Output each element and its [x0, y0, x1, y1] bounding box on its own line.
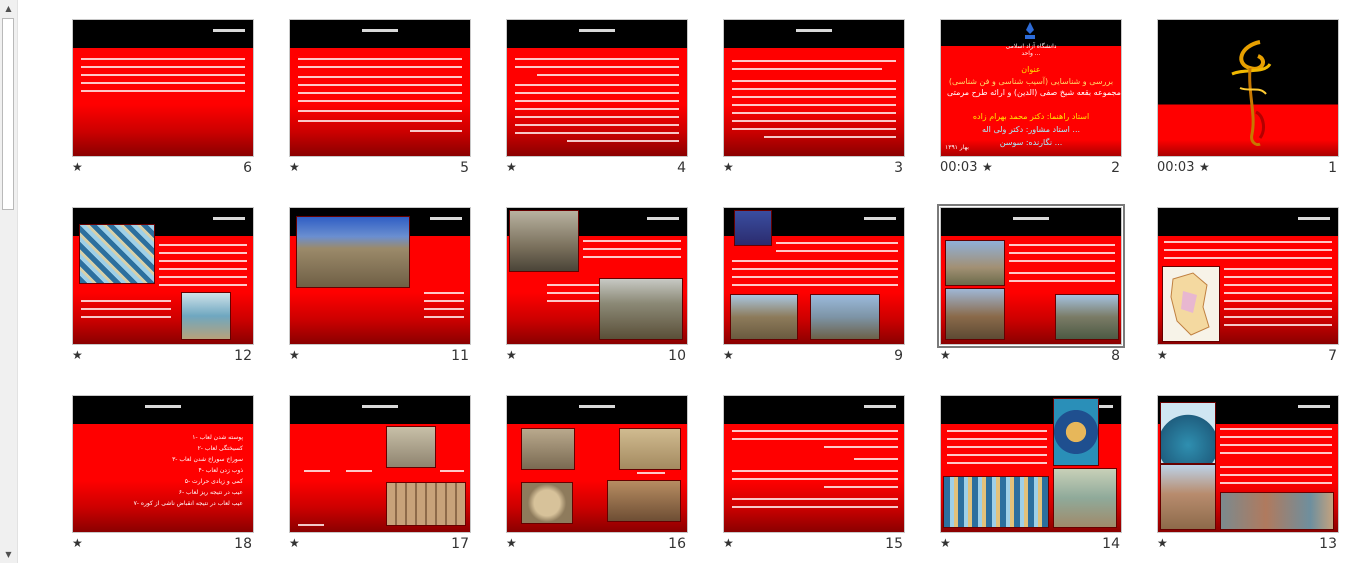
list-item: ۷- عیب لعاب در نتیجه انقباض ناشی از کوره [133, 500, 243, 507]
university-logo-icon [1023, 21, 1037, 41]
slide-caption [506, 348, 688, 364]
slide-text: نگارنده: سوسن ... [999, 138, 1063, 147]
slide-thumbnail-3[interactable] [723, 19, 905, 176]
slide-preview[interactable] [1157, 395, 1339, 533]
animation-star-icon[interactable]: ★ [723, 536, 734, 550]
animation-star-icon[interactable]: ★ [72, 160, 83, 174]
slide-header [1158, 208, 1338, 236]
slide-number: 18 [234, 536, 252, 552]
map-image [1162, 266, 1220, 342]
slide-number: 14 [1102, 536, 1120, 552]
animation-star-icon[interactable]: ★ [723, 160, 734, 174]
list-item: ۱- پوسته شدن لعاب [192, 434, 243, 441]
slide-thumbnail-18[interactable] [72, 395, 254, 552]
iwan-photo [296, 216, 410, 288]
slide-thumbnail-5[interactable] [289, 19, 471, 176]
slide-header [73, 20, 253, 48]
slide-text: استاد راهنما: دکتر محمد بهرام زاده [972, 112, 1090, 121]
slide-number: 13 [1319, 536, 1337, 552]
list-item: ۵- کمی و زیادی حرارت [184, 478, 243, 485]
slide-header [290, 20, 470, 48]
slide-caption [1157, 160, 1339, 176]
slide-header [507, 20, 687, 48]
slide-header [290, 396, 470, 424]
slide-thumbnail-10[interactable] [506, 207, 688, 364]
slide-number: 8 [1111, 348, 1120, 364]
scroll-up-arrow-icon[interactable]: ▲ [5, 4, 12, 13]
slide-text: واحد ... [1021, 50, 1041, 57]
slide-timing: 00:03 [1157, 160, 1195, 175]
slide-preview[interactable] [506, 207, 688, 345]
bricks-photo [386, 482, 466, 526]
slide-thumbnail-11[interactable] [289, 207, 471, 364]
slide-thumbnail-6[interactable] [72, 19, 254, 176]
slide-thumbnail-2[interactable] [940, 19, 1152, 176]
slide-preview[interactable] [723, 19, 905, 157]
slide-preview[interactable] [940, 19, 1152, 157]
slide-header [724, 396, 904, 424]
animation-star-icon[interactable]: ★ [289, 536, 300, 550]
garden-photo [599, 278, 683, 340]
slide-caption [289, 348, 471, 364]
slide-thumbnail-12[interactable] [72, 207, 254, 364]
slide-caption [723, 348, 905, 364]
building-photo [730, 294, 798, 340]
process-photo [607, 480, 681, 522]
slide-thumbnail-4[interactable] [506, 19, 688, 176]
calligraphy-emblem [1220, 34, 1280, 149]
tile-pattern-photo [943, 476, 1049, 528]
slide-number: 10 [668, 348, 686, 364]
animation-star-icon[interactable]: ★ [506, 536, 517, 550]
animation-star-icon[interactable]: ★ [72, 536, 83, 550]
list-item: ۴- ذوب زدن لعاب [198, 467, 243, 474]
building-photo [945, 288, 1005, 340]
slide-number: 2 [1111, 160, 1120, 176]
slide-date: بهار ۱۳۹۱ [945, 144, 969, 151]
slide-thumbnail-1[interactable] [1157, 19, 1339, 176]
slide-caption [940, 160, 1122, 176]
slide-header [507, 396, 687, 424]
slide-caption [723, 536, 905, 552]
slide-timing: 00:03 [940, 160, 978, 175]
slide-preview[interactable] [1157, 19, 1339, 157]
slide-preview[interactable] [72, 207, 254, 345]
slide-preview[interactable] [940, 207, 1122, 345]
slide-preview[interactable] [940, 395, 1122, 533]
slide-text: بررسی و شناسایی (آسیب شناسی و فن شناسی) [948, 77, 1114, 86]
slide-text: عنوان [1021, 65, 1041, 74]
building-photo [810, 294, 880, 340]
slide-caption [72, 536, 254, 552]
slide-header [73, 396, 253, 424]
slide-caption [723, 160, 905, 176]
building-photo [945, 240, 1005, 286]
list-item: ۶- عیب در نتیجه ریز لعاب [178, 489, 243, 496]
mihrab-photo [181, 292, 231, 340]
slide-preview[interactable] [72, 395, 254, 533]
slide-number: 16 [668, 536, 686, 552]
animation-star-icon[interactable]: ★ [940, 348, 951, 362]
slide-caption [506, 160, 688, 176]
animation-star-icon[interactable]: ★ [1199, 160, 1210, 174]
slide-thumbnail-13[interactable] [1157, 395, 1339, 552]
building-photo [1055, 294, 1119, 340]
slide-preview[interactable] [506, 395, 688, 533]
slide-caption [940, 536, 1122, 552]
slide-number: 17 [451, 536, 469, 552]
animation-star-icon[interactable]: ★ [289, 348, 300, 362]
slide-preview[interactable] [289, 207, 471, 345]
slide-caption [1157, 536, 1339, 552]
slide-number: 4 [677, 160, 686, 176]
slide-number: 6 [243, 160, 252, 176]
animation-star-icon[interactable]: ★ [289, 160, 300, 174]
slide-number: 12 [234, 348, 252, 364]
slide-thumbnail-8[interactable] [940, 207, 1122, 364]
slide-number: 7 [1328, 348, 1337, 364]
defects-list [133, 432, 243, 509]
slide-caption [940, 348, 1122, 364]
slide-caption [1157, 348, 1339, 364]
slide-preview[interactable] [72, 19, 254, 157]
animation-star-icon[interactable]: ★ [72, 348, 83, 362]
animation-star-icon[interactable]: ★ [506, 160, 517, 174]
slide-thumbnail-17[interactable] [289, 395, 471, 552]
slide-caption [72, 160, 254, 176]
slide-preview[interactable] [506, 19, 688, 157]
slide-number: 9 [894, 348, 903, 364]
process-photo [521, 482, 573, 524]
animation-star-icon[interactable]: ★ [506, 348, 517, 362]
animation-star-icon[interactable]: ★ [1157, 348, 1168, 362]
process-photo [521, 428, 575, 470]
scroll-down-arrow-icon[interactable]: ▼ [5, 550, 12, 559]
slide-thumbnail-16[interactable] [506, 395, 688, 552]
animation-star-icon[interactable]: ★ [982, 160, 993, 174]
process-photo [619, 428, 681, 470]
slide-caption [289, 536, 471, 552]
tile-photo [1053, 468, 1117, 528]
slide-caption [289, 160, 471, 176]
slide-number: 5 [460, 160, 469, 176]
slide-thumbnail-7[interactable] [1157, 207, 1339, 364]
list-item: ۲- کسیختگی لعاب [197, 445, 243, 452]
slide-text: استاد مشاور: دکتر ولی اله ... [981, 125, 1081, 134]
tile-medallion-photo [1053, 398, 1099, 466]
slide-thumbnail-9[interactable] [723, 207, 905, 364]
slide-preview[interactable] [723, 207, 905, 345]
tower-photo [1160, 464, 1216, 530]
slide-thumbnail-15[interactable] [723, 395, 905, 552]
dome-photo [1160, 402, 1216, 464]
slide-header [724, 20, 904, 48]
process-photo [386, 426, 436, 468]
tilework-photo [79, 224, 155, 284]
slide-preview[interactable] [723, 395, 905, 533]
list-item: ۳- سوراخ سوراخ شدن لعاب [172, 456, 243, 463]
slide-text: کاشیهای مجموعه بقعه شیخ صفی (الدین) و ارائه طرح مرمتی [947, 88, 1152, 97]
slide-number: 15 [885, 536, 903, 552]
wall-photo [1220, 492, 1334, 530]
historic-photo [509, 210, 579, 272]
slide-preview[interactable] [1157, 207, 1339, 345]
slide-header [941, 208, 1121, 236]
slide-caption [506, 536, 688, 552]
animation-star-icon[interactable]: ★ [723, 348, 734, 362]
animation-star-icon[interactable]: ★ [1157, 536, 1168, 550]
slide-caption [72, 348, 254, 364]
tile-photo [734, 210, 772, 246]
slide-number: 11 [451, 348, 469, 364]
slide-preview[interactable] [289, 19, 471, 157]
slide-thumbnail-14[interactable] [940, 395, 1122, 552]
slide-number: 3 [894, 160, 903, 176]
animation-star-icon[interactable]: ★ [940, 536, 951, 550]
slide-preview[interactable] [289, 395, 471, 533]
slide-text: دانشگاه آزاد اسلامی [1005, 43, 1057, 50]
slide-number: 1 [1328, 160, 1337, 176]
